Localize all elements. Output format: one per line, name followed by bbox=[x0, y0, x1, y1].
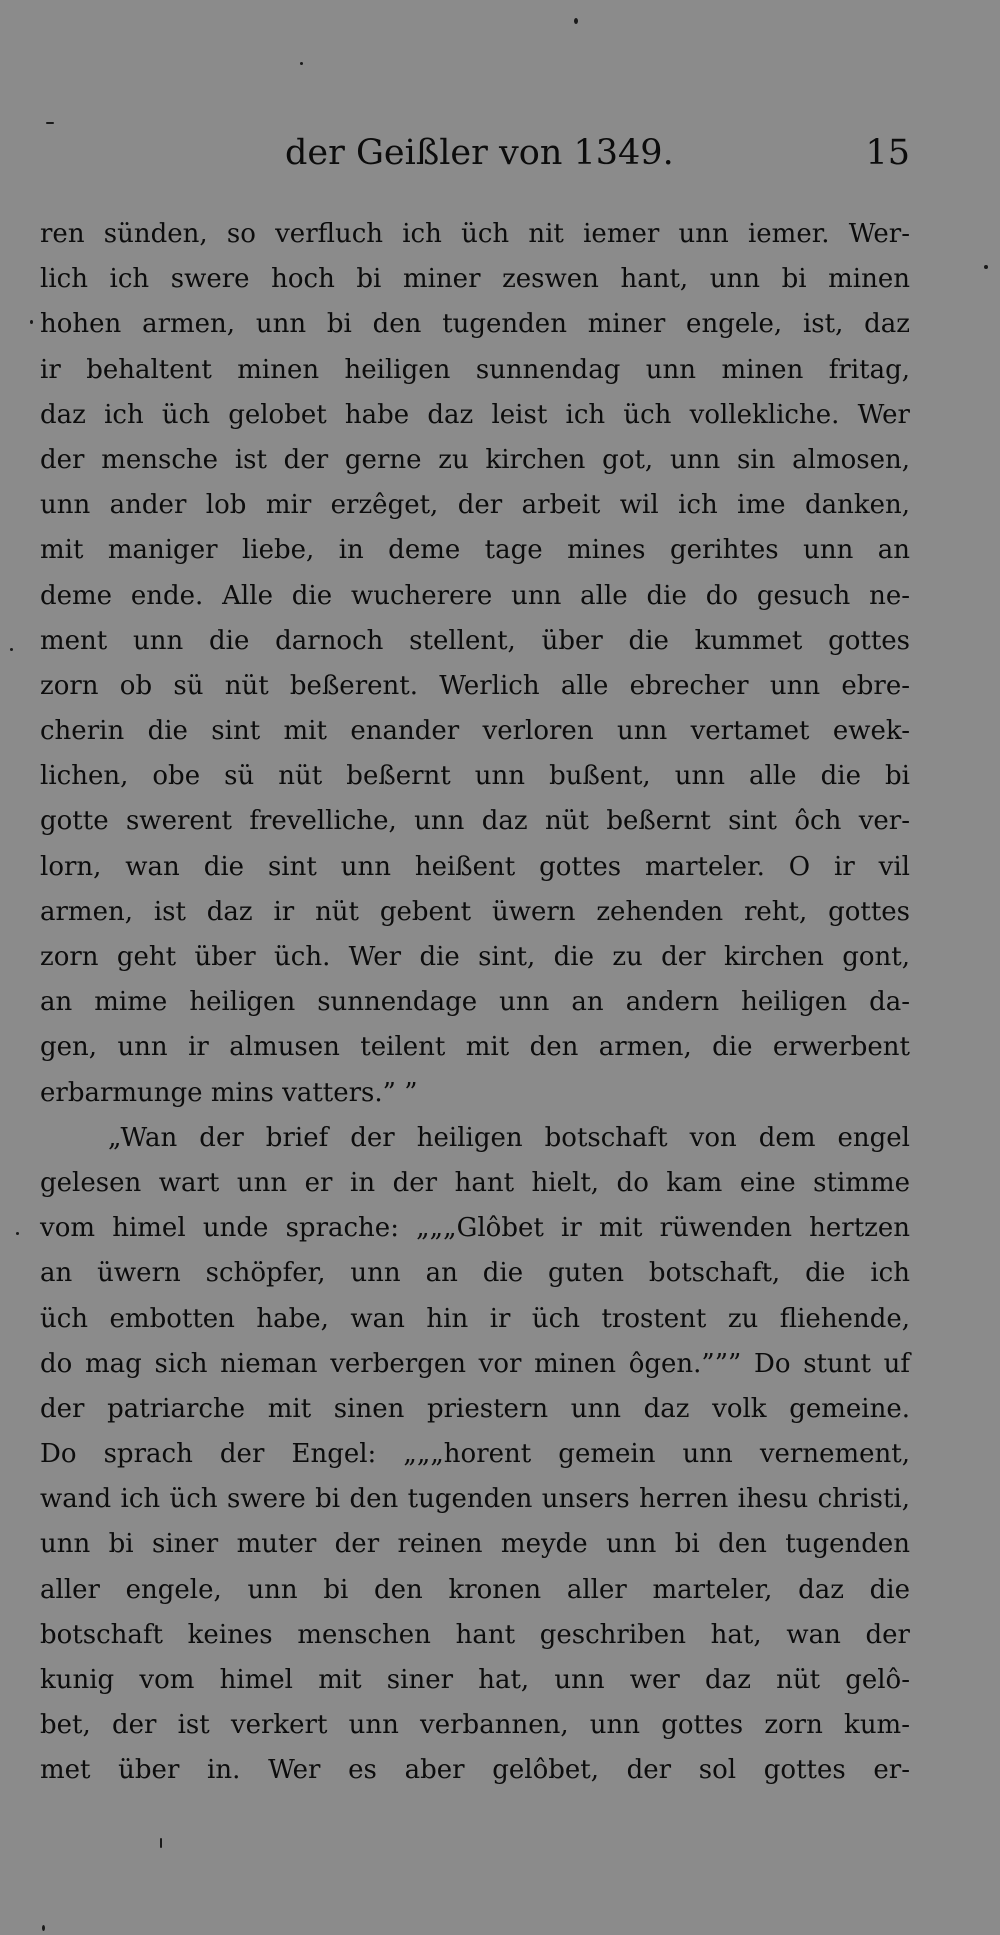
scan-speck bbox=[10, 648, 13, 651]
text-line: armen, ist daz ir nüt gebent üwern zehenden reht, gottes bbox=[40, 896, 910, 927]
scan-speck bbox=[160, 1838, 162, 1848]
text-line: zorn geht über üch. Wer die sint, die zu der kirchen gont, bbox=[40, 942, 910, 972]
scan-speck bbox=[984, 265, 988, 269]
text-line: botschaft keines menschen hant geschriben hat, wan der bbox=[40, 1619, 910, 1650]
paragraph-end-line: erbarmunge mins vatters.” ” bbox=[40, 1077, 418, 1108]
text-line: wand ich üch swere bi den tugenden unsers herren ihesu christi, bbox=[40, 1484, 910, 1515]
text-line: an üwern schöpfer, unn an die guten botschaft, die ich bbox=[40, 1258, 910, 1289]
scan-speck bbox=[30, 320, 33, 324]
page-number: 15 bbox=[865, 133, 910, 173]
text-line: daz ich üch gelobet habe daz leist ich üch vollekliche. Wer bbox=[40, 399, 910, 430]
scan-speck bbox=[300, 62, 303, 65]
text-line: gotte swerent frevelliche, unn daz nüt beßernt sint ôch ver- bbox=[40, 806, 910, 837]
text-line: mit maniger liebe, in deme tage mines gerihtes unn an bbox=[40, 535, 910, 566]
text-line: lichen, obe sü nüt beßernt unn bußent, unn alle die bi bbox=[40, 761, 910, 792]
text-line: lorn, wan die sint unn heißent gottes marteler. O ir vil bbox=[40, 851, 910, 882]
text-line: lich ich swere hoch bi miner zeswen hant, unn bi minen bbox=[40, 264, 910, 295]
text-line: cherin die sint mit enander verloren unn vertamet ewek- bbox=[40, 716, 910, 747]
text-line: unn ander lob mir erzêget, der arbeit wil ich ime danken, bbox=[40, 490, 910, 521]
text-line: gelesen wart unn er in der hant hielt, do kam eine stimme bbox=[40, 1167, 910, 1198]
text-line: der patriarche mit sinen priestern unn daz volk gemeine. bbox=[40, 1393, 910, 1424]
text-line: deme ende. Alle die wucherere unn alle die do gesuch ne- bbox=[40, 580, 910, 611]
text-line: zorn ob sü nüt beßerent. Werlich alle ebrecher unn ebre- bbox=[40, 670, 910, 701]
text-line: ir behaltent minen heiligen sunnendag unn minen fritag, bbox=[40, 354, 910, 385]
text-line: an mime heiligen sunnendage unn an andern heiligen da- bbox=[40, 987, 910, 1018]
text-line: Do sprach der Engel: „„„horent gemein unn vernement, bbox=[40, 1439, 910, 1470]
running-head bbox=[40, 128, 910, 178]
scan-speck bbox=[574, 18, 578, 24]
text-line: ren sünden, so verfluch ich üch nit iemer unn iemer. Wer- bbox=[40, 219, 910, 249]
text-line: ment unn die darnoch stellent, über die kummet gottes bbox=[40, 625, 910, 656]
text-line: do mag sich nieman verbergen vor minen ôgen.””” Do stunt uf bbox=[40, 1348, 910, 1379]
scan-speck bbox=[46, 122, 54, 124]
text-line: der mensche ist der gerne zu kirchen got, unn sin almosen, bbox=[40, 444, 910, 475]
text-line: aller engele, unn bi den kronen aller marteler, daz die bbox=[40, 1574, 910, 1605]
header-title: der Geißler von 1349. bbox=[285, 133, 674, 173]
text-line: met über in. Wer es aber gelôbet, der sol gottes er- bbox=[40, 1755, 910, 1786]
text-line: gen, unn ir almusen teilent mit den armen, die erwerbent bbox=[40, 1032, 910, 1063]
text-line: kunig vom himel mit siner hat, unn wer daz nüt gelô- bbox=[40, 1665, 910, 1695]
text-line: vom himel unde sprache: „„„Glôbet ir mit rüwenden hertzen bbox=[40, 1213, 910, 1244]
text-line: bet, der ist verkert unn verbannen, unn gottes zorn kum- bbox=[40, 1710, 910, 1741]
paragraph-start-line: „Wan der brief der heiligen botschaft von dem engel bbox=[108, 1122, 910, 1153]
text-line: hohen armen, unn bi den tugenden miner engele, ist, daz bbox=[40, 309, 910, 340]
text-line: unn bi siner muter der reinen meyde unn bi den tugenden bbox=[40, 1529, 910, 1560]
scan-speck bbox=[16, 1232, 19, 1235]
text-line: üch embotten habe, wan hin ir üch trostent zu fliehende, bbox=[40, 1303, 910, 1334]
scan-speck bbox=[42, 1925, 45, 1931]
body-text bbox=[40, 212, 910, 1794]
